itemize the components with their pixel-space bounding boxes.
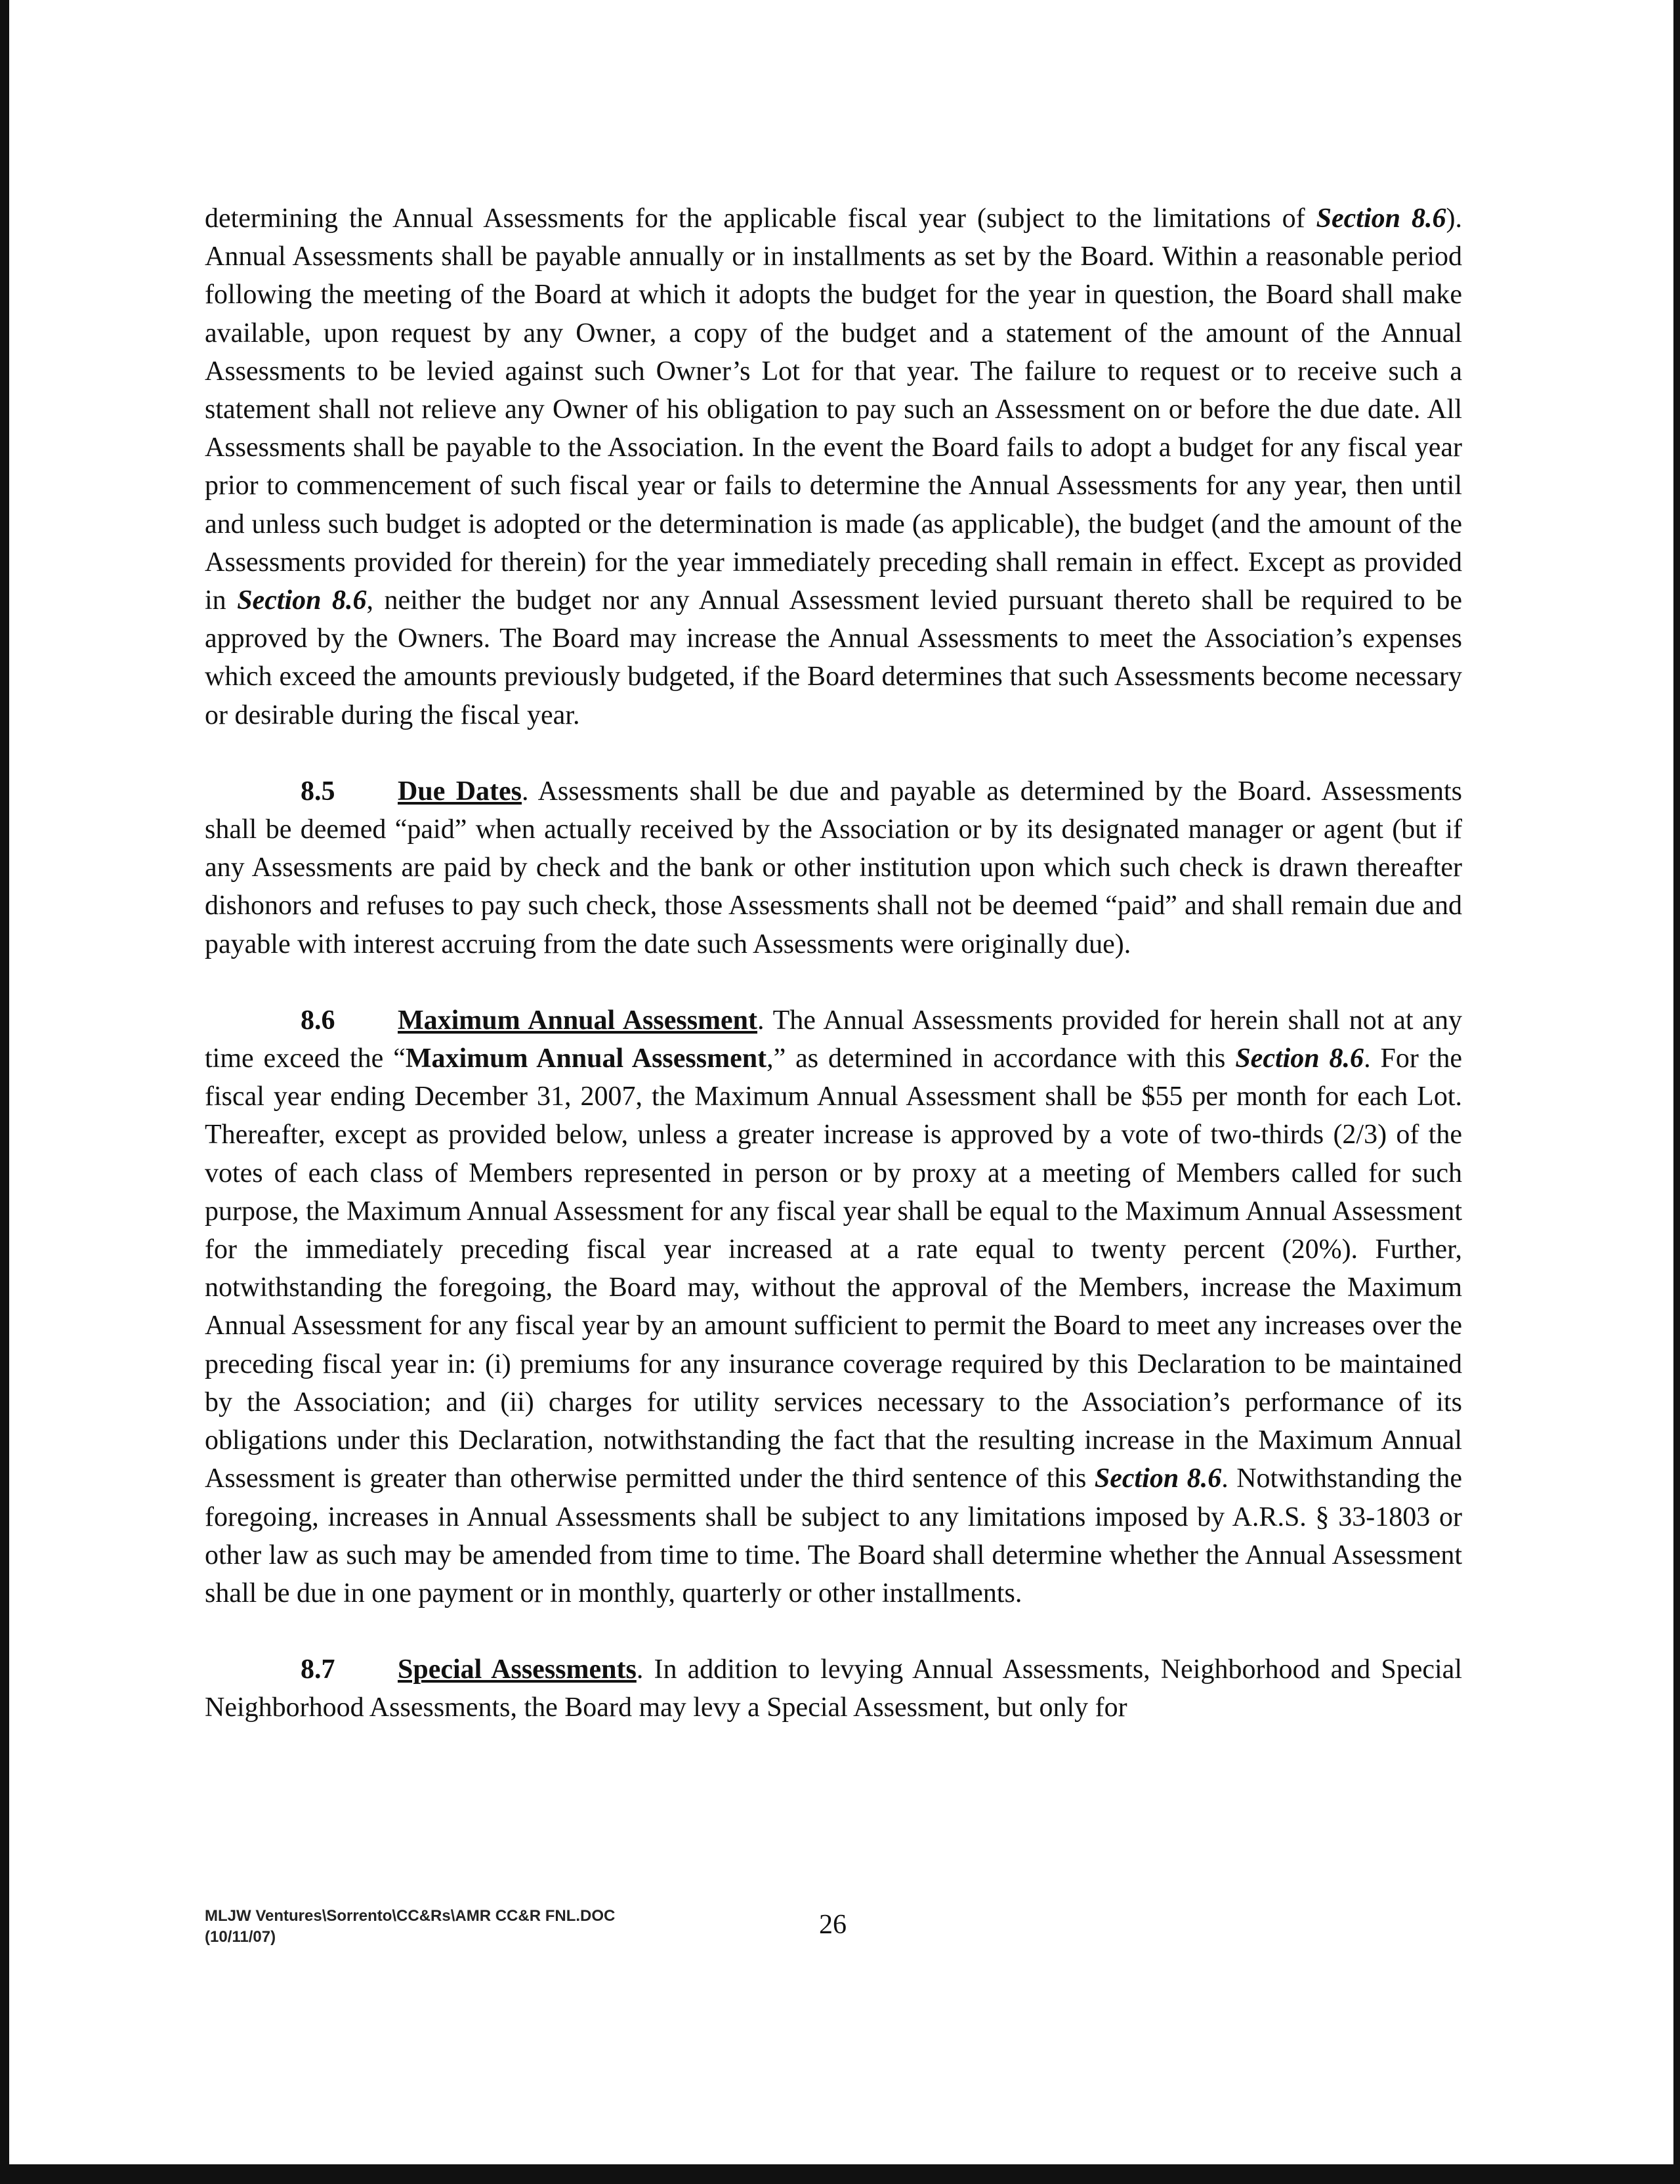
section-8-5-due-dates (205, 772, 1462, 963)
paragraph-spacer (205, 734, 1462, 772)
text-run: , neither the budget nor any Annual Assessment levied pursuant thereto shall be required to be approved by the Owners. The Board may increase the Annual Assessments to meet the Association’s expenses which exceed the amounts previously budgeted, if the Board determines that such Assessments become necessary or desirable during the fiscal year. (205, 585, 1463, 730)
section-number: 8.5 (301, 776, 335, 807)
section-reference: Section 8.6 (237, 585, 367, 616)
paragraph-annual-assessments-continued (205, 200, 1462, 734)
document-page (205, 200, 1463, 1946)
footer-document-info (205, 1906, 615, 1948)
footer-date: (10/11/07) (205, 1928, 276, 1946)
text-run: . In addition to levying Annual Assessments, Neighborhood and Special Neighborhood Assessments, the Board may levy a Special Assessment, but only for (205, 1654, 1462, 1723)
section-reference: Section 8.6 (1094, 1463, 1222, 1494)
scan-border-right (1673, 0, 1680, 2184)
scan-border-bottom (0, 2164, 1680, 2184)
text-run: . Notwithstanding the foregoing, increases in Annual Assessments shall be subject to any limitations imposed by A.R.S. § 33-1803 or other law as such may be amended from time to time. The Board shall determine whether the Annual Assessment shall be due in one payment or in monthly, quarterly or other installments. (205, 1463, 1463, 1608)
footer-file-path: MLJW Ventures\Sorrento\CC&Rs\AMR CC&R FNL.DOC (205, 1907, 616, 1925)
paragraph-spacer (205, 963, 1462, 1001)
text-run: ,” as determined in accordance with this (766, 1043, 1236, 1074)
section-8-7-special-assessments (205, 1650, 1462, 1727)
section-title: Special Assessments (398, 1654, 637, 1685)
text-run: . The Annual Assessments provided for herein shall not at any time exceed the “ (205, 1005, 1463, 1074)
section-title: Due Dates (398, 776, 522, 807)
section-8-6-maximum-annual-assessment (205, 1001, 1462, 1612)
section-reference: Section 8.6 (1316, 203, 1446, 234)
text-run: ). Annual Assessments shall be payable annually or in installments as set by the Board. Within a reasonable period following the meeting of the Board at which it adopts the budget for the year in question, the Board shall make available, upon request by any Owner, a copy of the budget and a statement of the amount of the Annual Assessments to be levied against such Owner’s Lot for that year. The failure to request or to receive such a statement shall not relieve any Owner of his obligation to pay such an Assessment on or before the due date. All Assessments shall be payable to the Association. In the event the Board fails to adopt a budget for any fiscal year prior to commencement of such fiscal year or fails to determine the Annual Assessments for any year, then until and unless such budget is adopted or the determination is made (as applicable), the budget (and the amount of the Assessments provided for therein) for the year immediately preceding shall remain in effect. Except as provided in (205, 203, 1462, 616)
page-number: 26 (819, 1910, 847, 1940)
scan-border-left (0, 0, 9, 2184)
section-number: 8.7 (301, 1654, 335, 1685)
text-run: determining the Annual Assessments for the applicable fiscal year (subject to the limitations of (205, 203, 1316, 234)
section-number: 8.6 (301, 1005, 335, 1036)
section-reference: Section 8.6 (1235, 1043, 1364, 1074)
text-run: . For the fiscal year ending December 31, 2007, the Maximum Annual Assessment shall be $55 per month for each Lot. Thereafter, except as provided below, unless a greater increase is approved by a vote of two-thirds (2/3) of the votes of each class of Members represented in person or by proxy at a meeting of Members called for such purpose, the Maximum Annual Assessment for any fiscal year shall be equal to the Maximum Annual Assessment for the immediately preceding fiscal year increased at a rate equal to twenty percent (20%). Further, notwithstanding the foregoing, the Board may, without the approval of the Members, increase the Maximum Annual Assessment for any fiscal year by an amount sufficient to permit the Board to meet any increases over the preceding fiscal year in: (i) premiums for any insurance coverage required by this Declaration to be maintained by the Association; and (ii) charges for utility services necessary to the Association’s performance of its obligations under this Declaration, notwithstanding the fact that the resulting increase in the Maximum Annual Assessment is greater than otherwise permitted under the third sentence of this (205, 1043, 1463, 1494)
defined-term: Maximum Annual Assessment (405, 1043, 767, 1074)
page-footer (205, 1906, 1462, 1971)
text-run: . Assessments shall be due and payable as determined by the Board. Assessments shall be deemed “paid” when actually received by the Association or by its designated manager or agent (but if any Assessments are paid by check and the bank or other institution upon which such check is drawn thereafter dishonors and refuses to pay such check, those Assessments shall not be deemed “paid” and shall remain due and payable with interest accruing from the date such Assessments were originally due). (205, 776, 1462, 959)
paragraph-spacer (205, 1612, 1462, 1650)
section-title: Maximum Annual Assessment (398, 1005, 758, 1036)
